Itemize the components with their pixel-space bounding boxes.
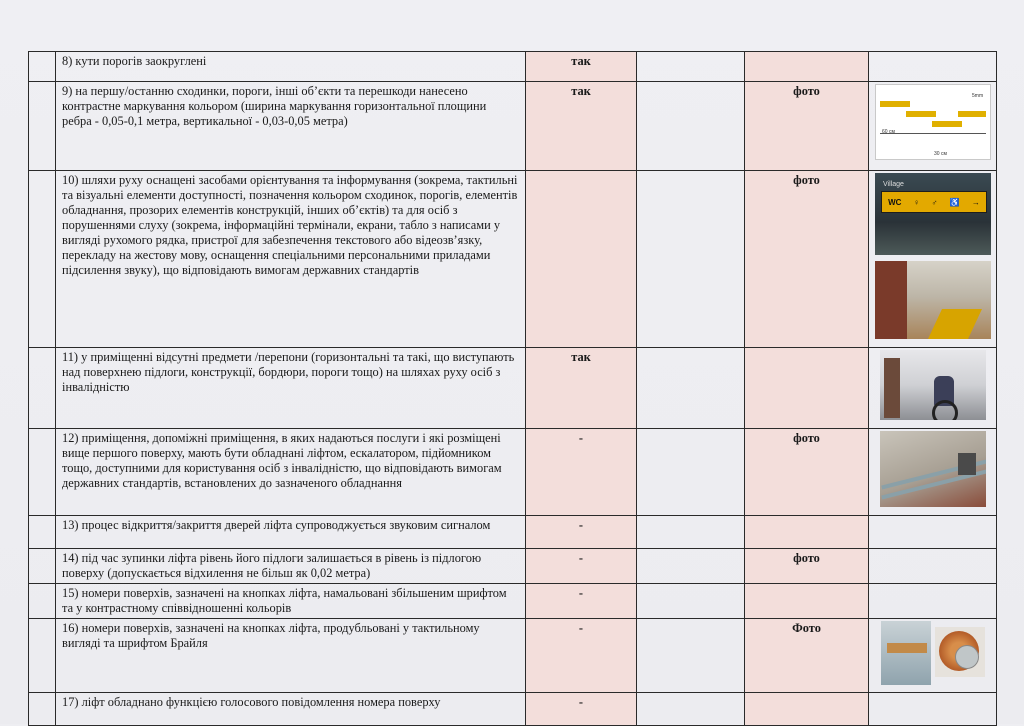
dimension-label: 5mm [972, 93, 984, 99]
toilet-icon: ♂ [931, 197, 938, 207]
index-cell [29, 348, 56, 429]
index-cell [29, 52, 56, 82]
arrow-right-icon: → [971, 197, 980, 207]
item-cell: 11) у приміщенні відсутні предмети /перепони (горизонтальні та такі, що виступають над поверхнею підлоги, конструкції, бордюри, пороги тощо) на шляхах руху осіб з інвалідністю [56, 348, 526, 429]
status-cell: - [526, 429, 637, 516]
accessibility-checklist-table [28, 51, 997, 726]
photo-cell [869, 429, 997, 516]
table-row [29, 171, 997, 348]
status-cell: - [526, 549, 637, 584]
table-row [29, 549, 997, 584]
item-cell: 17) ліфт обладнано функцією голосового повідомлення номера поверху [56, 693, 526, 726]
photo-cell [869, 348, 997, 429]
item-cell: 12) приміщення, допоміжні приміщення, в яких надаються послуги і які розміщені вище першого поверху, мають бути обладнані ліфтом, ескалатором, підйомником тощо, доступними для користування осіб з інвалідністю, що відповідають вимогам державних стандартів, встановлених до зазначеного обладнання [56, 429, 526, 516]
blank-cell [637, 348, 745, 429]
index-cell [29, 429, 56, 516]
status-cell: так [526, 348, 637, 429]
blank-cell [637, 584, 745, 619]
photo-cell [869, 584, 997, 619]
hallway-photo [880, 350, 986, 420]
index-cell [29, 693, 56, 726]
index-cell [29, 516, 56, 549]
note-cell: фото [745, 429, 869, 516]
photo-cell [869, 693, 997, 726]
table-row [29, 619, 997, 693]
blank-cell [637, 619, 745, 693]
photo-cell [869, 549, 997, 584]
dimension-label: 30 см [934, 151, 947, 157]
blank-cell [637, 52, 745, 82]
toilet-icon: ♀ [913, 197, 920, 207]
note-cell [745, 516, 869, 549]
stair-lift-photo [880, 431, 986, 507]
item-cell: 15) номери поверхів, зазначені на кнопках ліфта, намальовані збільшеним шрифтом та у контрастному співвідношенні кольорів [56, 584, 526, 619]
braille-button-photo [935, 627, 985, 677]
photo-cell [869, 171, 997, 348]
note-cell [745, 52, 869, 82]
table-row [29, 82, 997, 171]
note-cell: фото [745, 171, 869, 348]
note-cell: фото [745, 549, 869, 584]
item-cell: 10) шляхи руху оснащені засобами орієнтування та інформування (зокрема, тактильні та візуальні елементи доступності, позначення кольором сходинок, порогів, елементів обладнання, прозорих елементів конструкцій, інших об’єктів) та для осіб з порушеннями слуху (зокрема, інформаційні термінали, екрани, табло з написами у вигляді рухомого рядка, пристрої для забезпечення текстового або відеозв’язку, перекладу на жестову мову, оснащення спеціальними персональними приладами підсилення звуку), що відповідають вимогам державних стандартів [56, 171, 526, 348]
status-cell: - [526, 584, 637, 619]
blank-cell [637, 429, 745, 516]
note-cell [745, 693, 869, 726]
index-cell [29, 82, 56, 171]
table-row [29, 693, 997, 726]
table-row [29, 429, 997, 516]
wheelchair-icon: ♿ [949, 197, 960, 207]
index-cell [29, 549, 56, 584]
item-cell: 13) процес відкриття/закриття дверей ліфта супроводжується звуковим сигналом [56, 516, 526, 549]
item-cell: 8) кути порогів заокруглені [56, 52, 526, 82]
note-cell [745, 584, 869, 619]
table-row [29, 516, 997, 549]
note-cell: фото [745, 82, 869, 171]
status-cell: - [526, 619, 637, 693]
item-cell: 9) на першу/останню сходинки, пороги, інші об’єкти та перешкоди нанесено контрастне маркування кольором (ширина маркування горизонтальної площини ребра - 0,05-0,1 метра, вертикальної - 0,03-0,05 метра) [56, 82, 526, 171]
status-cell: так [526, 82, 637, 171]
note-cell: Фото [745, 619, 869, 693]
status-cell: - [526, 516, 637, 549]
photo-cell [869, 82, 997, 171]
item-cell: 16) номери поверхів, зазначені на кнопках ліфта, продубльовані у тактильному вигляді та шрифтом Брайля [56, 619, 526, 693]
status-cell: так [526, 52, 637, 82]
stair-marking-diagram [875, 84, 991, 160]
wayfinding-sign: WC ♀ ♂ ♿ → [881, 191, 987, 213]
photo-cell [869, 52, 997, 82]
status-cell [526, 171, 637, 348]
table-row [29, 348, 997, 429]
photo-cell [869, 619, 997, 693]
lift-button-photo [881, 621, 931, 685]
photo-cell [869, 516, 997, 549]
table-row [29, 52, 997, 82]
blank-cell [637, 516, 745, 549]
index-cell [29, 619, 56, 693]
index-cell [29, 171, 56, 348]
note-cell [745, 348, 869, 429]
status-cell: - [526, 693, 637, 726]
blank-cell [637, 82, 745, 171]
blank-cell [637, 693, 745, 726]
index-cell [29, 584, 56, 619]
signage-photo: Village WC ♀ ♂ ♿ → [875, 173, 991, 255]
blank-cell [637, 171, 745, 348]
dimension-label: 60 см [882, 129, 895, 135]
item-cell: 14) під час зупинки ліфта рівень його підлоги залишається в рівень із підлогою поверху (допускається відхилення не більш як 0,02 метра) [56, 549, 526, 584]
blank-cell [637, 549, 745, 584]
table-row [29, 584, 997, 619]
corridor-photo [875, 261, 991, 339]
